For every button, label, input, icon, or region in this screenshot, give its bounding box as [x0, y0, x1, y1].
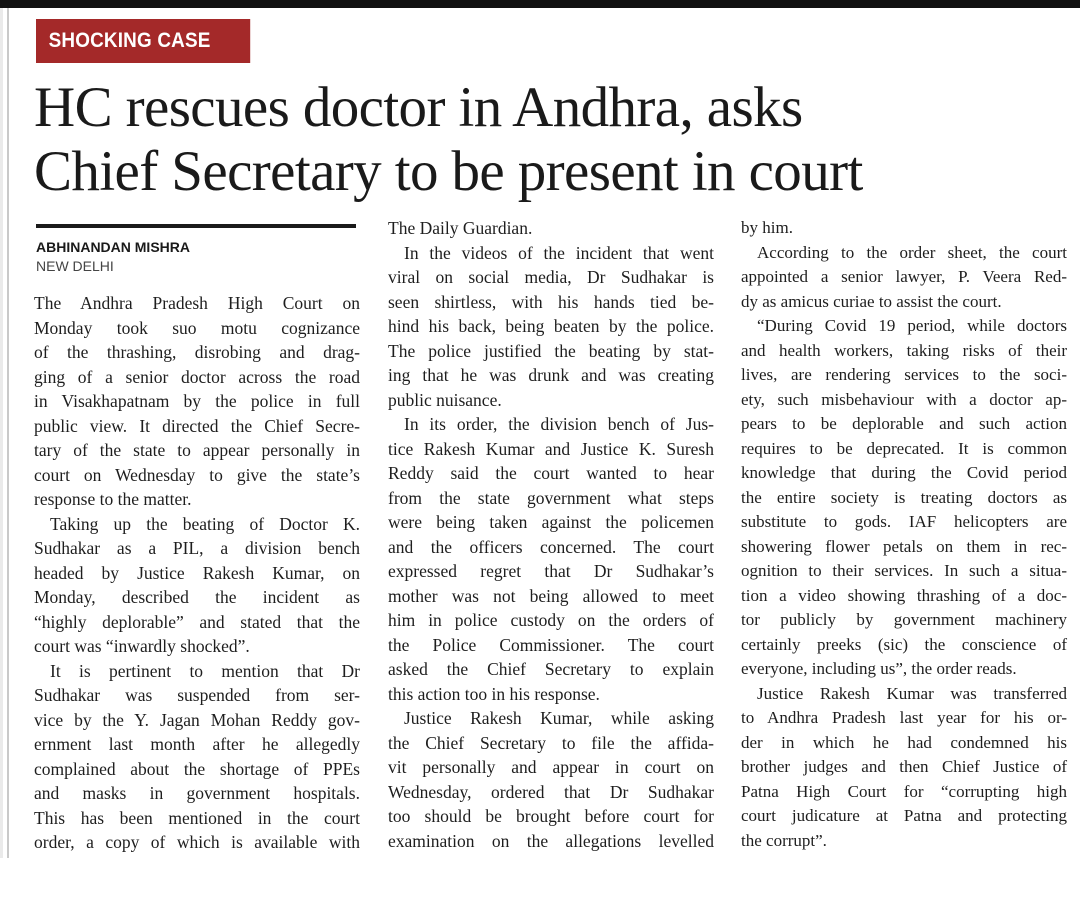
article-line: of the thrashing, disrobing and drag- — [34, 342, 360, 362]
article-line: by him. — [741, 218, 793, 237]
article-line: ging of a senior doctor across the road — [34, 366, 360, 387]
article-line: asked the Chief Secretary to explain — [388, 659, 714, 679]
article-line: order, a copy of which is available with — [34, 832, 360, 852]
article-line: ognition to their services. In such a situa- — [741, 561, 1067, 580]
article-line: vit personally and appear in court on — [388, 757, 714, 777]
headline-line-1: HC rescues doctor in Andhra, asks — [34, 76, 803, 139]
article-line: Monday, described the incident as — [34, 587, 360, 607]
page-left-rule — [7, 8, 9, 858]
article-line: public nuisance. — [388, 389, 502, 410]
article-line: Patna High Court for “corrupting high — [741, 781, 1067, 801]
article-line: seen shirtless, with his hands tied be- — [388, 291, 714, 312]
article-line: der in which he had condemned his — [741, 732, 1067, 752]
article-column-2 — [388, 216, 714, 853]
article-line: “highly deplorable” and stated that the — [34, 611, 360, 632]
article-line: response to the matter. — [34, 489, 192, 509]
headline — [34, 76, 1064, 204]
article-line: the Chief Secretary to file the affida- — [388, 732, 714, 753]
article-line: substitute to gods. IAF helicopters are — [741, 512, 1067, 531]
page-left-edge — [0, 8, 3, 858]
article-line: everyone, including us”, the order reads. — [741, 659, 1017, 678]
article-line: this action too in his response. — [388, 683, 600, 704]
article-line: showering flower petals on them in rec- — [741, 536, 1067, 556]
article-line: brother judges and then Chief Justice of — [741, 757, 1067, 776]
byline-author: ABHINANDAN MISHRA — [36, 239, 190, 255]
article-line: ernment last month after he allegedly — [34, 734, 360, 754]
article-line: Justice Rakesh Kumar, while asking — [404, 708, 714, 728]
dateline: NEW DELHI — [36, 258, 114, 274]
article-line: certainly preeks (sic) the conscience of — [741, 634, 1067, 654]
byline-rule — [36, 224, 356, 228]
article-line: the entire society is treating doctors as — [741, 487, 1067, 507]
article-line: and health workers, taking risks of their — [741, 340, 1067, 360]
article-line: expressed regret that Dr Sudhakar’s — [388, 561, 714, 581]
article-line: The Andhra Pradesh High Court on — [34, 293, 360, 313]
article-column-1 — [34, 291, 360, 855]
article-line: Justice Rakesh Kumar was transferred — [757, 683, 1067, 703]
article-line: tice Rakesh Kumar and Justice K. Suresh — [388, 438, 714, 459]
article-line: mother was not being allowed to meet — [388, 585, 714, 606]
article-line: in Visakhapatnam by the police in full — [34, 391, 360, 411]
article-line: complained about the shortage of PPEs — [34, 758, 360, 779]
article-line: Taking up the beating of Doctor K. — [50, 513, 360, 534]
article-line: Monday took suo motu cognizance — [34, 317, 360, 338]
article-line: The police justified the beating by stat- — [388, 340, 714, 361]
article-line: This has been mentioned in the court — [34, 807, 360, 828]
article-line: ety, such misbehaviour with a doctor ap- — [741, 389, 1067, 409]
article-line: tion a video showing thrashing of a doc- — [741, 585, 1067, 605]
article-line: knowledge that during the Covid period — [741, 463, 1067, 482]
article-line: and the officers concerned. The court — [388, 536, 714, 557]
article-line: hind his back, being beaten by the police. — [388, 316, 714, 336]
article-line: court judicature at Patna and protecting — [741, 806, 1067, 825]
article-line: appointed a senior lawyer, P. Veera Red- — [741, 267, 1067, 286]
article-line: requires to be deprecated. It is common — [741, 438, 1067, 458]
article-line: too should be brought before court for — [388, 806, 714, 826]
article-line: the corrupt”. — [741, 830, 827, 850]
article-line: him in police custody on the orders of — [388, 610, 714, 630]
article-line: pears to be deplorable and such action — [741, 414, 1067, 433]
article-line: headed by Justice Rakesh Kumar, on — [34, 562, 360, 583]
article-line: lives, are rendering services to the soci- — [741, 365, 1067, 384]
article-line: were being taken against the policemen — [388, 512, 714, 532]
article-line: and masks in government hospitals. — [34, 783, 360, 803]
article-line: In its order, the division bench of Jus- — [404, 414, 714, 434]
article-line: court on Wednesday to give the state’s — [34, 464, 360, 485]
article-line: tary of the state to appear personally in — [34, 440, 360, 460]
article-line: “During Covid 19 period, while doctors — [757, 316, 1067, 335]
article-line: According to the order sheet, the court — [757, 242, 1067, 262]
article-line: Reddy said the court wanted to hear — [388, 463, 714, 483]
article-line: viral on social media, Dr Sudhakar is — [388, 267, 714, 287]
article-line: from the state government what steps — [388, 487, 714, 508]
article-column-3 — [741, 216, 1067, 853]
article-line: Wednesday, ordered that Dr Sudhakar — [388, 781, 714, 802]
article-line: dy as amicus curiae to assist the court. — [741, 291, 1002, 311]
page-top-rule — [0, 0, 1080, 8]
article-line: public view. It directed the Chief Secre- — [34, 415, 360, 436]
article-line: the Police Commissioner. The court — [388, 634, 714, 655]
article-line: Sudhakar as a PIL, a division bench — [34, 538, 360, 558]
article-line: court was “inwardly shocked”. — [34, 636, 250, 656]
article-line: vice by the Y. Jagan Mohan Reddy gov- — [34, 709, 360, 730]
article-line: tor publicly by government machinery — [741, 610, 1067, 629]
article-line: Sudhakar was suspended from ser- — [34, 685, 360, 705]
article-line: The Daily Guardian. — [388, 218, 533, 238]
section-tag: SHOCKING CASE — [36, 19, 250, 63]
article-line: In the videos of the incident that went — [404, 242, 714, 263]
headline-line-2: Chief Secretary to be present in court — [34, 140, 863, 203]
article-line: ing that he was drunk and was creating — [388, 365, 714, 385]
article-line: It is pertinent to mention that Dr — [50, 660, 360, 681]
article-line: examination on the allegations levelled — [388, 830, 714, 851]
article-line: to Andhra Pradesh last year for his or- — [741, 708, 1067, 727]
